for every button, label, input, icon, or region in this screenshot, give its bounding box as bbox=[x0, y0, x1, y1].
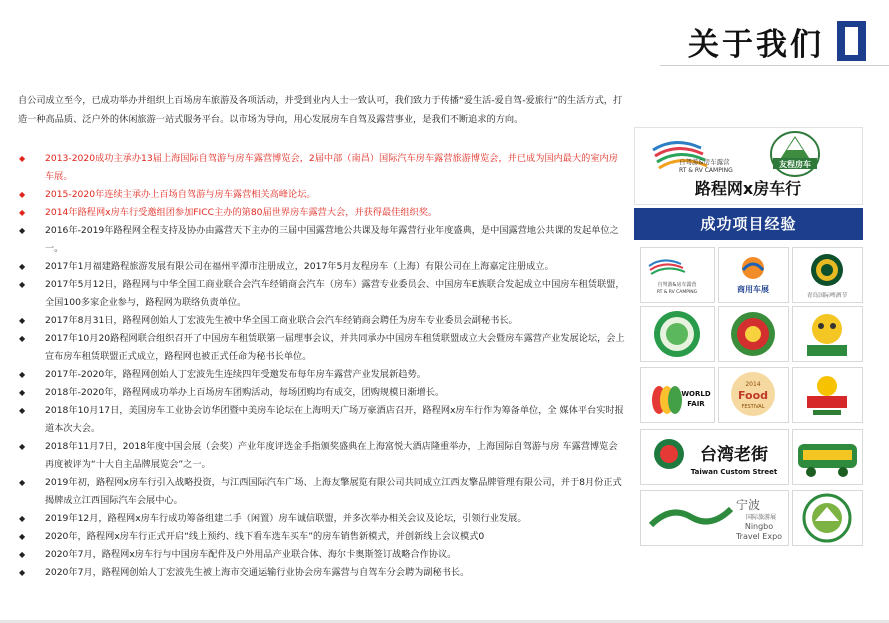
logo-car-festival bbox=[792, 429, 863, 485]
svg-text:台湾老街: 台湾老街 bbox=[700, 445, 768, 465]
milestone-item bbox=[18, 546, 626, 564]
diamond-bullet-icon: ◆ bbox=[19, 406, 26, 415]
diamond-bullet-icon: ◆ bbox=[19, 208, 26, 217]
logo-ningbo-travel-expo bbox=[640, 490, 789, 546]
logo-food-festival bbox=[718, 367, 789, 423]
milestone-item bbox=[18, 276, 626, 312]
milestone-item bbox=[18, 528, 626, 546]
logo-festival-red bbox=[718, 306, 789, 362]
diamond-bullet-icon: ◆ bbox=[19, 550, 26, 559]
milestone-text: 2014年路程网x房车行受邀组团参加FICC主办的第80届世界房车露营大会，并获得最佳组织奖。 bbox=[45, 207, 438, 218]
logo-cartoon-festival bbox=[792, 306, 863, 362]
logo-red-festival bbox=[792, 367, 863, 423]
brand-logo bbox=[635, 128, 862, 204]
svg-text:2014: 2014 bbox=[745, 381, 761, 388]
diamond-bullet-icon: ◆ bbox=[19, 154, 26, 163]
milestone-item bbox=[18, 258, 626, 276]
milestone-text: 2013-2020成功主承办13届上海国际自驾游与房车露营博览会，2届中部（南昌）国际汽车房车露营旅游博览会，并已成为国内最大的室内房车展。 bbox=[45, 153, 618, 182]
milestone-list bbox=[18, 150, 626, 582]
milestone-text: 2020年，路程网x房车行正式开启“线上预约、线下看车选车买车”的房车销售新模式，并创新线上会议模式0 bbox=[45, 531, 485, 542]
logo-qingdao-beer-festival bbox=[792, 247, 863, 303]
svg-text:Travel Expo: Travel Expo bbox=[735, 532, 783, 541]
svg-text:青岛国际啤酒节: 青岛国际啤酒节 bbox=[806, 293, 848, 299]
milestone-item bbox=[18, 366, 626, 384]
diamond-bullet-icon: ◆ bbox=[19, 262, 26, 271]
diamond-bullet-icon: ◆ bbox=[19, 388, 26, 397]
milestone-item bbox=[18, 330, 626, 366]
milestone-text: 2018年-2020年，路程网成功举办上百场房车团购活动，每场团购均有成交，团购规模日渐增长。 bbox=[45, 387, 445, 398]
svg-text:国际旅游展: 国际旅游展 bbox=[745, 514, 777, 521]
milestone-item bbox=[18, 384, 626, 402]
brand-badge: 友程房车 bbox=[779, 160, 811, 169]
milestone-item bbox=[18, 186, 626, 204]
diamond-bullet-icon: ◆ bbox=[19, 280, 26, 289]
svg-text:Ningbo: Ningbo bbox=[744, 522, 774, 531]
milestone-text: 2018年10月17日，美国房车工业协会访华团暨中美房车论坛在上海明天广场万豪酒店召开，路程网x房车行作为筹备单位，全 媒体平台实时报道本次大会。 bbox=[45, 405, 624, 434]
title-divider bbox=[660, 65, 889, 66]
logo-travel-circle bbox=[640, 306, 715, 362]
svg-text:自驾游&房车露营: 自驾游&房车露营 bbox=[657, 282, 697, 288]
milestone-item bbox=[18, 204, 626, 222]
milestone-text: 2018年11月7日，2018年度中国会展（会奖）产业年度评选金手指颁奖盛典在上海富悦大酒店隆重举办，上海国际自驾游与房 车露营博览会再度被评为“十大自主品牌展览会”之一。 bbox=[45, 441, 618, 470]
logo-taiwan-custom-street bbox=[640, 429, 789, 485]
diamond-bullet-icon: ◆ bbox=[19, 190, 26, 199]
milestone-item bbox=[18, 564, 626, 582]
page-title: 关于我们 bbox=[688, 27, 824, 63]
milestone-item bbox=[18, 222, 626, 258]
svg-text:RT & RV CAMPING: RT & RV CAMPING bbox=[656, 290, 698, 295]
svg-text:WORLD: WORLD bbox=[681, 390, 711, 398]
milestone-text: 2017年-2020年，路程网创始人丁宏波先生连续四年受邀发布每年房车露营产业发展新趋势。 bbox=[45, 369, 426, 380]
milestone-text: 2016年-2019年路程网全程支持及协办由露营天下主办的三届中国露营地公共课及每年露营行业年度盛典，是中国露营地公共课的发起单位之一。 bbox=[45, 225, 619, 254]
diamond-bullet-icon: ◆ bbox=[19, 514, 26, 523]
svg-text:FESTIVAL: FESTIVAL bbox=[741, 404, 765, 410]
diamond-bullet-icon: ◆ bbox=[19, 568, 26, 577]
brand-small-en: RT & RV CAMPING bbox=[679, 167, 733, 174]
milestone-text: 2019年初，路程网x房车行引入战略投资，与江西国际汽车广场、上海友擎展览有限公司共同成立江西友擎品牌管理有限公司，并于8月份正式揭牌成立江西国际汽车会展中心。 bbox=[45, 477, 622, 506]
title-accent-block bbox=[837, 21, 866, 61]
milestone-text: 2019年12月，路程网x房车行成功筹备组建二手（闲置）房车诚信联盟，并多次举办相关会议及论坛，引领行业发展。 bbox=[45, 513, 527, 524]
milestone-text: 2015-2020年连续主承办上百场自驾游与房车露营相关高峰论坛。 bbox=[45, 189, 316, 200]
milestone-text: 2017年1月福建路程旅游发展有限公司在福州平潭市注册成立，2017年5月友程房车（上海）有限公司在上海嘉定注册成立。 bbox=[45, 261, 554, 272]
milestone-item bbox=[18, 438, 626, 474]
logo-rv-rally-badge bbox=[792, 490, 863, 546]
brand-logo-card bbox=[634, 127, 863, 205]
diamond-bullet-icon: ◆ bbox=[19, 316, 26, 325]
diamond-bullet-icon: ◆ bbox=[19, 532, 26, 541]
diamond-bullet-icon: ◆ bbox=[19, 334, 26, 343]
svg-text:Taiwan Custom Street: Taiwan Custom Street bbox=[690, 468, 778, 476]
svg-text:FAIR: FAIR bbox=[687, 400, 705, 408]
intro-paragraph: 自公司成立至今，已成功举办并组织上百场房车旅游及各项活动，并受到业内人士一致认可，我们致力于传播“爱生活-爱自驾-爱旅行”的生活方式，打造一种高品质、泛户外的休闲旅游一站式服务平台。以市场为导向，用心发展房车自驾及露营事业，是我们不断追求的方向。 bbox=[18, 95, 623, 125]
milestone-text: 2017年5月12日，路程网与中华全国工商业联合会汽车经销商会汽车（房车）露营专业委员会、中国房车E族联合发起成立中国房车租赁联盟，全国100多家企业参与，路程网为联络负责单位。 bbox=[45, 279, 625, 308]
svg-text:商用车展: 商用车展 bbox=[737, 285, 769, 294]
section-header: 成功项目经验 bbox=[634, 208, 863, 240]
diamond-bullet-icon: ◆ bbox=[19, 370, 26, 379]
diamond-bullet-icon: ◆ bbox=[19, 442, 26, 451]
logo-world-fair bbox=[640, 367, 715, 423]
milestone-item bbox=[18, 312, 626, 330]
brand-name: 路程网x房车行 bbox=[694, 179, 802, 198]
logo-commercial-vehicle-show bbox=[718, 247, 789, 303]
svg-text:Food: Food bbox=[737, 389, 769, 402]
milestone-item bbox=[18, 402, 626, 438]
milestone-text: 2020年7月，路程网创始人丁宏波先生被上海市交通运输行业协会房车露营与自驾车分会聘为副秘书长。 bbox=[45, 567, 470, 578]
brand-small-cn: 自驾游&房车露营 bbox=[679, 158, 730, 166]
page-title-bar bbox=[660, 15, 889, 67]
milestone-item bbox=[18, 474, 626, 510]
diamond-bullet-icon: ◆ bbox=[19, 478, 26, 487]
milestone-text: 2017年10月20路程网联合组织召开了中国房车租赁联第一届理事会议，并共同承办中国房车租赁联盟成立大会暨房车露营产业发展论坛，会上宣布房车租赁联盟正式成立，路程网也被正式任命为秘书长单位。 bbox=[45, 333, 625, 362]
milestone-item bbox=[18, 510, 626, 528]
logo-rt-camping bbox=[640, 247, 715, 303]
milestone-text: 2017年8月31日，路程网创始人丁宏波先生被中华全国工商业联合会汽车经销商会聘任为房车专业委员会副秘书长。 bbox=[45, 315, 518, 326]
milestone-text: 2020年7月，路程网x房车行与中国房车配件及户外用品产业联合体、海尔卡奥斯签订战略合作协议。 bbox=[45, 549, 457, 560]
milestone-item bbox=[18, 150, 626, 186]
svg-text:宁波: 宁波 bbox=[735, 498, 761, 512]
diamond-bullet-icon: ◆ bbox=[19, 226, 26, 235]
